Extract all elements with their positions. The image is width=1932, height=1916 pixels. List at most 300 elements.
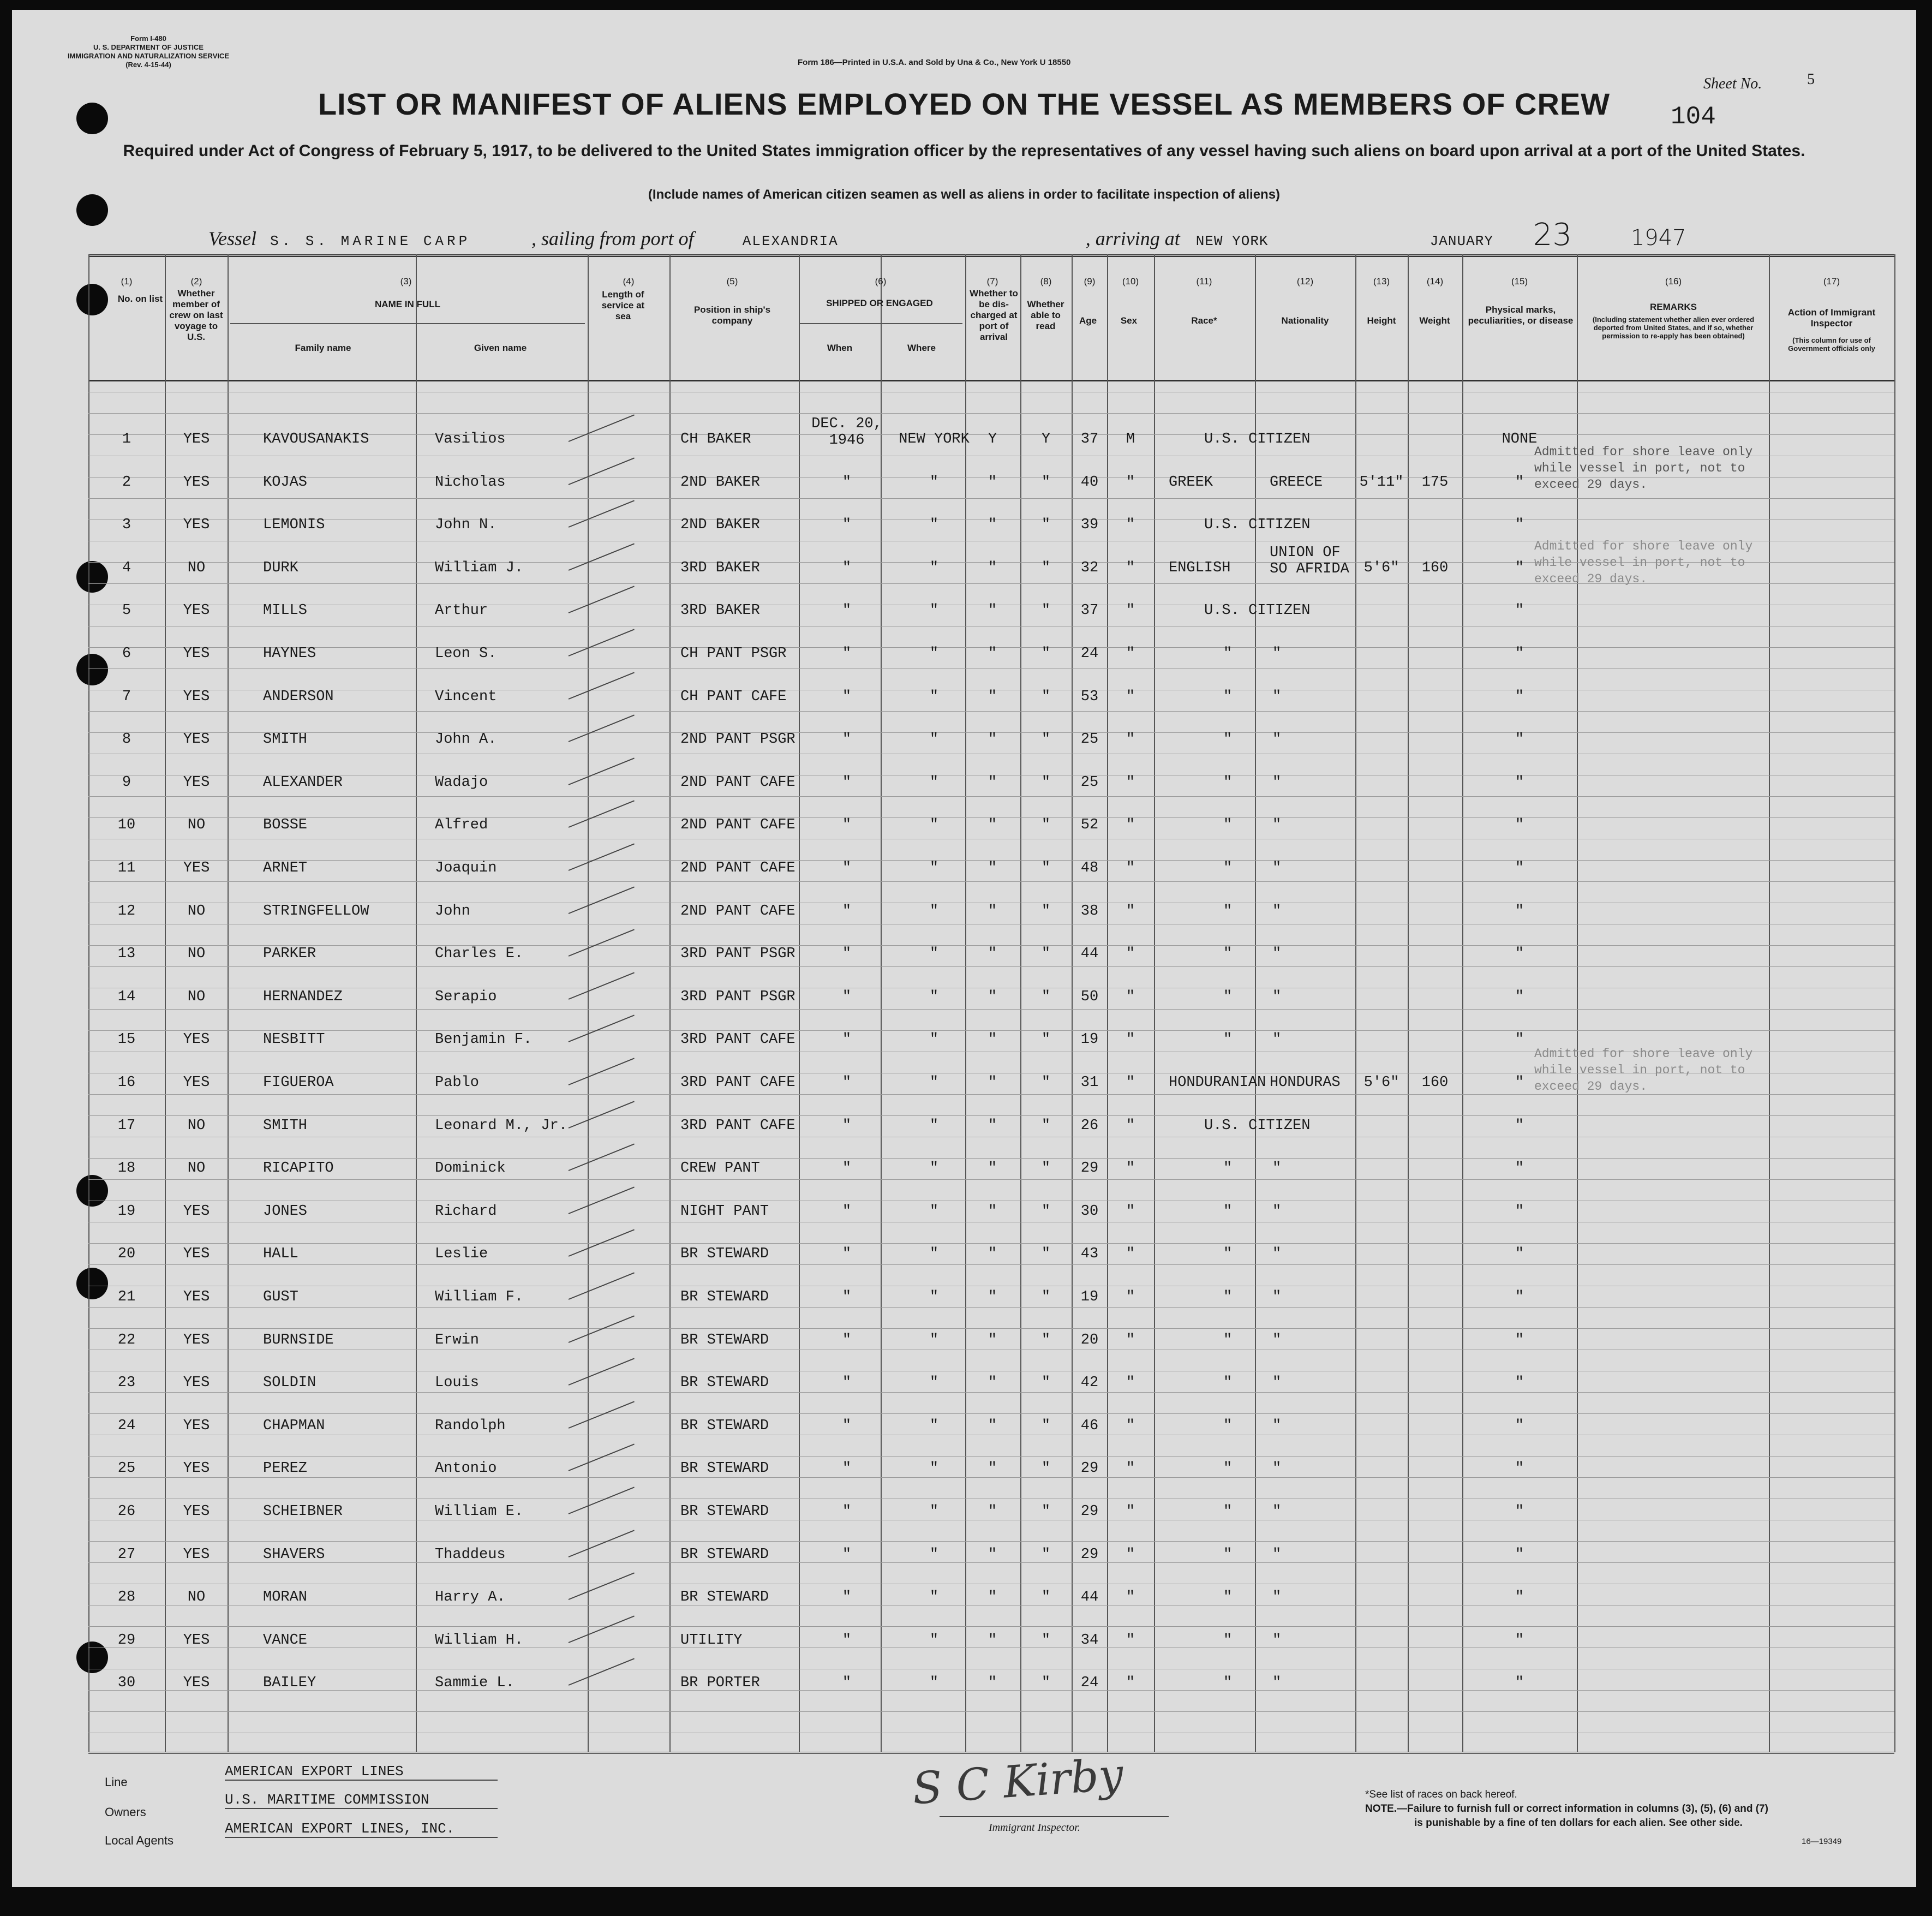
cell-disch: " [988, 946, 997, 963]
cell-read: " [1041, 1460, 1051, 1477]
cell-where: " [929, 1160, 939, 1177]
form-identifier [50, 34, 247, 69]
cell-when: " [842, 1160, 852, 1177]
cell-read: " [1041, 474, 1051, 491]
cell-family: SHAVERS [263, 1546, 325, 1563]
cell-age: 24 [1080, 1675, 1099, 1692]
departure-port: ALEXANDRIA [742, 233, 839, 249]
pen-check-mark [569, 672, 635, 700]
cell-member: YES [183, 860, 210, 876]
header-position: Position in ship's company [693, 305, 771, 326]
cell-no: 21 [117, 1289, 136, 1305]
cell-when: " [842, 1589, 852, 1606]
cell-where: " [929, 1675, 939, 1692]
row-rule [88, 1158, 1894, 1159]
cell-member: YES [183, 1289, 210, 1305]
cell-sex: " [1126, 731, 1135, 748]
cell-race: ENGLISH [1169, 559, 1231, 576]
cell-read: Y [1041, 431, 1051, 447]
cell-sex: " [1126, 817, 1135, 834]
page-number: 104 [1671, 103, 1716, 131]
remark-note: Admitted for shore leave only while vessel in port, not to exceed 29 days. [1534, 539, 1753, 586]
cell-sex: " [1126, 1160, 1135, 1177]
column-number: (1) [121, 276, 133, 286]
column-number: (15) [1511, 276, 1528, 286]
cell-when: " [842, 817, 852, 834]
cell-sex: " [1126, 774, 1135, 791]
column-rule [1107, 254, 1108, 1752]
cell-where: " [929, 646, 939, 662]
cell-sex: " [1126, 1546, 1135, 1563]
cell-no: 23 [117, 1375, 136, 1392]
cell-member: NO [187, 1160, 206, 1177]
cell-given: Charles E. [435, 946, 524, 963]
cell-given: John A. [435, 731, 497, 748]
cell-age: 48 [1080, 860, 1099, 876]
cell-given: Pablo [435, 1075, 480, 1091]
column-number: (2) [190, 276, 202, 286]
cell-when: " [842, 1546, 852, 1563]
cell-no: 15 [117, 1031, 136, 1048]
pen-check-mark [569, 1401, 635, 1429]
cell-race: " [1223, 1031, 1233, 1048]
cell-sex: " [1126, 1503, 1135, 1520]
pen-check-mark [569, 929, 635, 957]
cell-race: " [1223, 1546, 1233, 1563]
cell-no: 6 [122, 646, 131, 662]
cell-age: 29 [1080, 1160, 1099, 1177]
cell-age: 25 [1080, 731, 1099, 748]
cell-where: " [929, 1460, 939, 1477]
cell-sex: " [1126, 1675, 1135, 1692]
sheet-number: 5 [1807, 71, 1815, 88]
cell-disch: " [988, 1246, 997, 1263]
cell-member: YES [183, 1632, 210, 1649]
cell-phys: " [1515, 559, 1524, 576]
header-action-note: (This column for use of Government officials only [1788, 336, 1875, 353]
cell-no: 22 [117, 1332, 136, 1348]
column-rule [881, 254, 882, 1752]
cell-sex: " [1126, 1589, 1135, 1606]
cell-age: 39 [1080, 517, 1099, 534]
cell-age: 38 [1080, 903, 1099, 920]
department: U. S. DEPARTMENT OF JUSTICE [93, 43, 204, 51]
cell-sex: " [1126, 1031, 1135, 1048]
cell-family: BURNSIDE [263, 1332, 334, 1348]
pen-check-mark [569, 457, 635, 485]
cell-nat: " [1272, 1160, 1282, 1177]
cell-read: " [1041, 731, 1051, 748]
pen-check-mark [569, 843, 635, 871]
cell-member: NO [187, 559, 206, 576]
header-race: Race* [1191, 315, 1217, 326]
name-divider [230, 323, 585, 324]
cell-when: " [842, 1031, 852, 1048]
pen-check-mark [569, 1530, 635, 1557]
column-number: (11) [1196, 276, 1212, 286]
header-nationality: Nationality [1281, 315, 1329, 326]
cell-no: 7 [122, 688, 131, 705]
cell-age: 29 [1080, 1460, 1099, 1477]
cell-disch: " [988, 1460, 997, 1477]
cell-family: SOLDIN [263, 1375, 316, 1392]
column-rule [588, 254, 589, 1752]
cell-sex: " [1126, 646, 1135, 662]
column-rule [1072, 254, 1073, 1752]
cell-disch: " [988, 1289, 997, 1305]
cell-no: 10 [117, 817, 136, 834]
cell-when: " [842, 1246, 852, 1263]
cell-phys: " [1515, 860, 1524, 876]
cell-where: " [929, 1546, 939, 1563]
cell-given: Leon S. [435, 646, 497, 662]
cell-phys: " [1515, 474, 1524, 491]
cell-age: 52 [1080, 817, 1099, 834]
row-rule [88, 881, 1894, 882]
cell-disch: " [988, 1417, 997, 1434]
cell-phys: " [1515, 602, 1524, 619]
cell-when: " [842, 1503, 852, 1520]
cell-age: 37 [1080, 602, 1099, 619]
cell-nat: HONDURAS [1270, 1075, 1341, 1091]
cell-sex: " [1126, 602, 1135, 619]
cell-disch: " [988, 602, 997, 619]
cell-when: " [842, 946, 852, 963]
column-rule [669, 254, 671, 1752]
cell-when: " [842, 1332, 852, 1348]
cell-race: U.S. CITIZEN [1204, 517, 1311, 534]
cell-disch: " [988, 474, 997, 491]
cell-family: FIGUEROA [263, 1075, 334, 1091]
column-rule [165, 254, 166, 1752]
cell-family: HALL [263, 1246, 298, 1263]
cell-age: 20 [1080, 1332, 1099, 1348]
cell-no: 17 [117, 1117, 136, 1134]
cell-disch: " [988, 1332, 997, 1348]
vessel-label: Vessel [208, 228, 256, 249]
row-rule [88, 1711, 1894, 1712]
cell-position: 2ND PANT CAFE [680, 903, 795, 920]
cell-where: " [929, 559, 939, 576]
cell-no: 29 [117, 1632, 136, 1649]
cell-when: " [842, 602, 852, 619]
cell-where: " [929, 1075, 939, 1091]
cell-weight: 160 [1421, 559, 1449, 576]
cell-member: YES [183, 1417, 210, 1434]
cell-phys: " [1515, 1375, 1524, 1392]
cell-family: MILLS [263, 602, 308, 619]
header-given-name: Given name [474, 343, 527, 353]
pen-check-mark [569, 1058, 635, 1085]
cell-position: BR STEWARD [680, 1375, 769, 1392]
header-remarks: REMARKS [1650, 302, 1697, 312]
cell-race: " [1223, 731, 1233, 748]
cell-race: " [1223, 946, 1233, 963]
cell-given: John [435, 903, 470, 920]
cell-position: 3RD PANT CAFE [680, 1117, 795, 1134]
cell-member: YES [183, 1460, 210, 1477]
cell-read: " [1041, 688, 1051, 705]
cell-where: " [929, 1375, 939, 1392]
cell-race: " [1223, 1417, 1233, 1434]
cell-given: Dominick [435, 1160, 506, 1177]
cell-race: " [1223, 988, 1233, 1005]
cell-where: " [929, 1246, 939, 1263]
pen-check-mark [569, 1444, 635, 1472]
cell-age: 19 [1080, 1031, 1099, 1048]
cell-given: Erwin [435, 1332, 480, 1348]
inspector-label: Immigrant Inspector. [989, 1822, 1080, 1834]
cell-read: " [1041, 1117, 1051, 1134]
pen-check-mark [569, 1573, 635, 1601]
cell-read: " [1041, 1246, 1051, 1263]
cell-member: YES [183, 1246, 210, 1263]
cell-nat: " [1272, 688, 1282, 705]
agents-label: Local Agents [105, 1834, 174, 1847]
row-rule [88, 1328, 1894, 1329]
cell-position: 3RD BAKER [680, 559, 760, 576]
column-number: (5) [726, 276, 738, 286]
arrival-day: 23 [1533, 217, 1572, 253]
cell-disch: " [988, 731, 997, 748]
cell-disch: " [988, 1503, 997, 1520]
cell-member: YES [183, 602, 210, 619]
header-age: Age [1079, 315, 1097, 326]
cell-when: " [842, 1675, 852, 1692]
cell-age: 26 [1080, 1117, 1099, 1134]
cell-sex: " [1126, 946, 1135, 963]
cell-age: 29 [1080, 1503, 1099, 1520]
cell-member: YES [183, 1031, 210, 1048]
cell-position: 3RD PANT PSGR [680, 988, 795, 1005]
cell-nat: " [1272, 1460, 1282, 1477]
cell-position: 3RD BAKER [680, 602, 760, 619]
cell-read: " [1041, 1075, 1051, 1091]
cell-phys: " [1515, 1246, 1524, 1263]
header-when: When [827, 343, 853, 353]
cell-nat: " [1272, 988, 1282, 1005]
cell-age: 53 [1080, 688, 1099, 705]
cell-position: 3RD PANT CAFE [680, 1075, 795, 1091]
cell-given: Randolph [435, 1417, 506, 1434]
cell-read: " [1041, 517, 1051, 534]
cell-family: BAILEY [263, 1675, 316, 1692]
cell-nat: " [1272, 1675, 1282, 1692]
cell-family: GUST [263, 1289, 298, 1305]
cell-nat: " [1272, 1203, 1282, 1220]
cell-given: William F. [435, 1289, 524, 1305]
cell-phys: " [1515, 517, 1524, 534]
cell-member: YES [183, 1503, 210, 1520]
cell-when: DEC. 20, 1946 [811, 416, 882, 449]
table-top-rule [88, 254, 1894, 257]
cell-member: NO [187, 1589, 206, 1606]
cell-position: 2ND PANT CAFE [680, 774, 795, 791]
cell-nat: " [1272, 1589, 1282, 1606]
cell-given: Harry A. [435, 1589, 506, 1606]
cell-nat: " [1272, 1332, 1282, 1348]
cell-where: " [929, 1031, 939, 1048]
column-rule [799, 254, 800, 1752]
cell-disch: Y [988, 431, 997, 447]
pen-check-mark [569, 886, 635, 914]
cell-nat: UNION OF SO AFRIDA [1270, 544, 1349, 577]
column-rule [965, 254, 966, 1752]
cell-where: " [929, 988, 939, 1005]
column-rule [1355, 254, 1356, 1752]
cell-race: " [1223, 688, 1233, 705]
cell-disch: " [988, 688, 997, 705]
cell-position: CH BAKER [680, 431, 751, 447]
cell-member: NO [187, 1117, 206, 1134]
row-rule [88, 711, 1894, 712]
printer-line: Form 186—Printed in U.S.A. and Sold by Una & Co., New York U 18550 [798, 58, 1071, 67]
header-physical-marks: Physical marks, peculiarities, or disease [1468, 305, 1574, 326]
punch-hole [76, 561, 108, 593]
cell-age: 37 [1080, 431, 1099, 447]
row-rule [88, 1179, 1894, 1180]
cell-race: " [1223, 1675, 1233, 1692]
column-number: (10) [1122, 276, 1139, 286]
row-rule [88, 1456, 1894, 1457]
cell-where: " [929, 946, 939, 963]
cell-member: NO [187, 903, 206, 920]
cell-when: " [842, 517, 852, 534]
cell-when: " [842, 688, 852, 705]
cell-disch: " [988, 774, 997, 791]
pen-check-mark [569, 801, 635, 828]
header-weight: Weight [1419, 315, 1450, 326]
cell-given: Vincent [435, 688, 497, 705]
column-number: (14) [1426, 276, 1444, 286]
cell-disch: " [988, 1632, 997, 1649]
cell-age: 29 [1080, 1546, 1099, 1563]
include-note: (Include names of American citizen seamen as well as aliens in order to facilitate inspection of aliens) [648, 187, 1281, 202]
remark-note: Admitted for shore leave only while vessel in port, not to exceed 29 days. [1534, 445, 1753, 492]
print-code: 16—19349 [1802, 1837, 1842, 1846]
cell-nat: " [1272, 1375, 1282, 1392]
cell-member: YES [183, 1546, 210, 1563]
cell-disch: " [988, 817, 997, 834]
cell-position: BR STEWARD [680, 1289, 769, 1305]
cell-no: 8 [122, 731, 131, 748]
row-rule [88, 1115, 1894, 1116]
cell-where: " [929, 903, 939, 920]
cell-disch: " [988, 1375, 997, 1392]
owners-value: U.S. MARITIME COMMISSION [225, 1792, 498, 1809]
column-number: (7) [986, 276, 998, 286]
column-number: (4) [623, 276, 635, 286]
service: IMMIGRATION AND NATURALIZATION SERVICE [67, 52, 230, 60]
cell-family: SCHEIBNER [263, 1503, 343, 1520]
inspector-signature: S C Kirby [911, 1748, 1125, 1814]
signature-line [940, 1816, 1169, 1817]
cell-when: " [842, 1075, 852, 1091]
cell-sex: " [1126, 1203, 1135, 1220]
cell-nat: " [1272, 1289, 1282, 1305]
row-rule [88, 413, 1894, 414]
cell-when: " [842, 1632, 852, 1649]
row-rule [88, 796, 1894, 797]
cell-phys: " [1515, 1075, 1524, 1091]
cell-read: " [1041, 1203, 1051, 1220]
cell-age: 40 [1080, 474, 1099, 491]
column-rule [1154, 254, 1155, 1752]
cell-read: " [1041, 860, 1051, 876]
cell-no: 18 [117, 1160, 136, 1177]
cell-age: 43 [1080, 1246, 1099, 1263]
vessel-line [208, 217, 1686, 253]
row-rule [88, 1413, 1894, 1414]
cell-member: YES [183, 646, 210, 662]
cell-given: William E. [435, 1503, 524, 1520]
cell-age: 19 [1080, 1289, 1099, 1305]
row-rule [88, 1626, 1894, 1627]
cell-phys: " [1515, 646, 1524, 662]
cell-family: PEREZ [263, 1460, 308, 1477]
column-rule [1462, 254, 1463, 1752]
cell-no: 20 [117, 1246, 136, 1263]
pen-check-mark [569, 1015, 635, 1043]
header-family-name: Family name [295, 343, 351, 353]
cell-race: HONDURANIAN [1169, 1075, 1266, 1091]
cell-phys: " [1515, 1031, 1524, 1048]
cell-where: " [929, 602, 939, 619]
agents-value: AMERICAN EXPORT LINES, INC. [225, 1821, 498, 1838]
cell-race: " [1223, 1589, 1233, 1606]
cell-sex: " [1126, 1632, 1135, 1649]
cell-age: 42 [1080, 1375, 1099, 1392]
column-number: (8) [1040, 276, 1052, 286]
cell-family: STRINGFELLOW [263, 903, 369, 920]
cell-disch: " [988, 1031, 997, 1048]
cell-phys: " [1515, 1503, 1524, 1520]
row-rule [88, 1009, 1894, 1010]
pen-check-mark [569, 1144, 635, 1172]
cell-nat: " [1272, 646, 1282, 662]
cell-position: BR STEWARD [680, 1460, 769, 1477]
cell-family: PARKER [263, 946, 316, 963]
cell-member: YES [183, 1075, 210, 1091]
column-number: (9) [1084, 276, 1096, 286]
cell-phys: " [1515, 774, 1524, 791]
cell-no: 3 [122, 517, 131, 534]
cell-family: JONES [263, 1203, 308, 1220]
cell-sex: " [1126, 988, 1135, 1005]
row-rule [88, 1477, 1894, 1478]
row-rule [88, 1307, 1894, 1308]
cell-family: HERNANDEZ [263, 988, 343, 1005]
cell-position: UTILITY [680, 1632, 743, 1649]
cell-read: " [1041, 1675, 1051, 1692]
cell-phys: " [1515, 1289, 1524, 1305]
cell-disch: " [988, 988, 997, 1005]
cell-disch: " [988, 860, 997, 876]
cell-member: YES [183, 688, 210, 705]
cell-given: John N. [435, 517, 497, 534]
row-rule [88, 1030, 1894, 1031]
cell-given: Joaquin [435, 860, 497, 876]
pen-check-mark [569, 414, 635, 442]
cell-sex: " [1126, 1332, 1135, 1348]
cell-family: BOSSE [263, 817, 308, 834]
cell-sex: " [1126, 474, 1135, 491]
cell-read: " [1041, 1546, 1051, 1563]
cell-height: 5'6" [1363, 1075, 1399, 1091]
cell-no: 13 [117, 946, 136, 963]
cell-no: 16 [117, 1075, 136, 1091]
cell-phys: " [1515, 1460, 1524, 1477]
